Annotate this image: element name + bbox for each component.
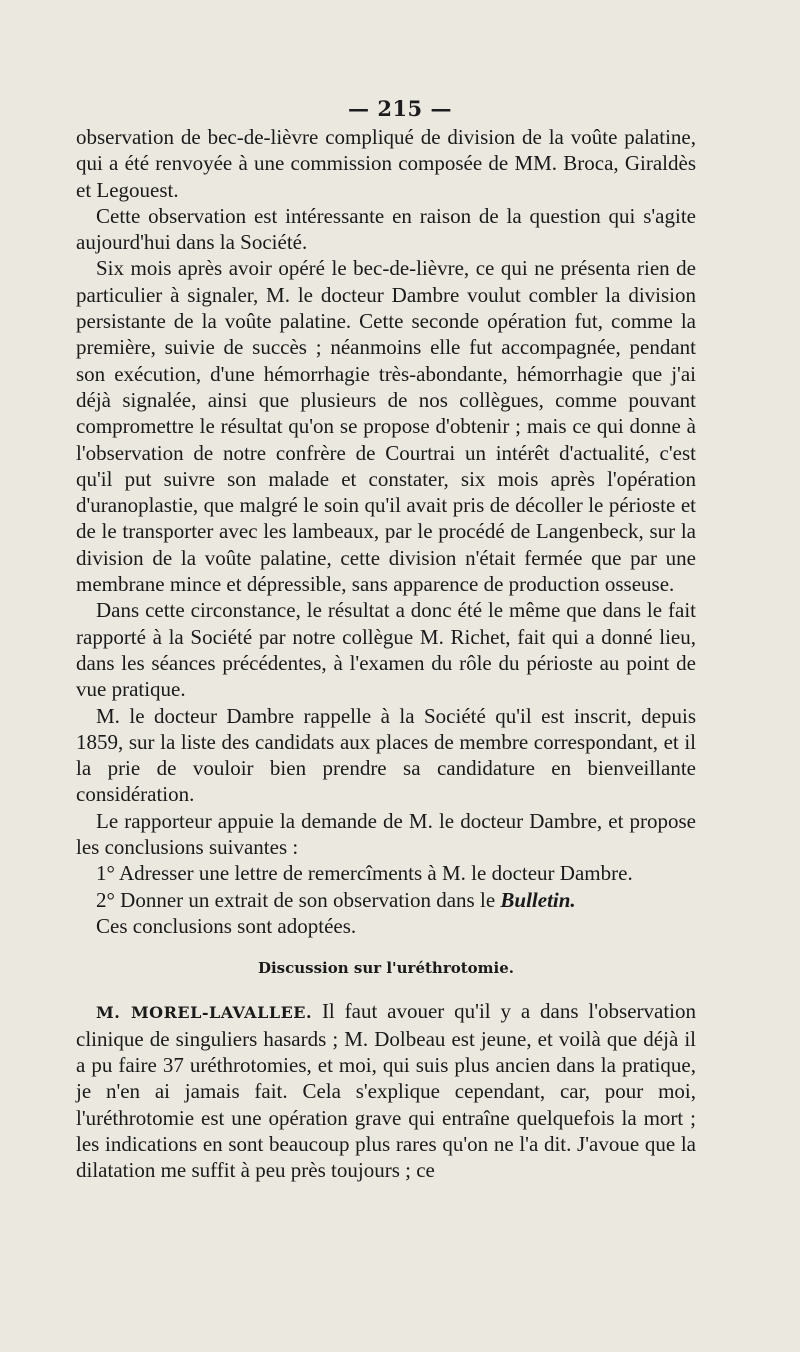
page-number: — 215 — xyxy=(348,96,452,121)
speaker-name: M. MOREL-LAVALLEE. xyxy=(96,1002,313,1022)
speaker-text: Il faut avouer qu'il y a dans l'observation clinique de singuliers hasards ; M. Dolbeau est jeune, et voilà que déjà il a pu faire 37 uréthrotomies, et moi, qui suis plus ancien dans la pratique, je n'en ai jamais fait. Cela s'explique cependant, car, pour moi, l'uréthrotomie est une opération grave qui entraîne quelquefois la mort ; les indications en sont beaucoup plus rares qu'on ne l'a dit. J'avoue que la dilatation me suffit à peu près toujours ; ce xyxy=(76,998,696,1183)
section-heading: Discussion sur l'uréthrotomie. xyxy=(257,959,515,978)
paragraph: M. le docteur Dambre rappelle à la Société qu'il est inscrit, depuis 1859, sur la liste des candidats aux places de membre correspondant, et il la prie de vouloir bien prendre sa candidature en bienveillante considération. xyxy=(76,703,696,807)
bulletin-word: Bulletin. xyxy=(500,887,576,912)
paragraph: Cette observation est intéressante en raison de la question qui s'agite aujourd'hui dans la Société. xyxy=(76,203,696,255)
paragraph: observation de bec-de-lièvre compliqué de division de la voûte palatine, qui a été renvoyée à une commission composée de MM. Broca, Giraldès et Legouest. xyxy=(76,125,696,202)
conclusion-text: 1° Adresser une lettre de remercîments à M. le docteur Dambre. xyxy=(96,861,633,886)
conclusion-item xyxy=(76,887,696,913)
conclusion-text: 2° Donner un extrait de son observation dans le xyxy=(96,887,496,912)
paragraph: Le rapporteur appuie la demande de M. le docteur Dambre, et propose les conclusions suivantes : xyxy=(76,808,696,860)
speaker-paragraph xyxy=(76,998,696,1184)
adopted-line: Ces conclusions sont adoptées. xyxy=(96,913,357,938)
paragraph: Dans cette circonstance, le résultat a donc été le même que dans le fait rapporté à la Société par notre collègue M. Richet, fait qui a donné lieu, dans les séances précédentes, à l'examen du rôle du périoste au point de vue pratique. xyxy=(76,598,696,702)
paragraph: Six mois après avoir opéré le bec-de-lièvre, ce qui ne présenta rien de particulier à signaler, M. le docteur Dambre voulut combler la division persistante de la voûte palatine. Cette seconde opération fut, comme la première, suivie de succès ; néanmoins elle fut accompagnée, pendant son exécution, d'une hémorrhagie très-abondante, hémorrhagie que j'ai déjà signalée, ainsi que plusieurs de nos collègues, comme pouvant compromettre le résultat qu'on se propose d'obtenir ; mais ce qui donne à l'observation de notre confrère de Courtrai un intérêt d'actualité, c'est qu'il put suivre son malade et constater, six mois après l'opération d'uranoplastie, que malgré le soin qu'il avait pris de décoller le périoste et de le transporter avec les lambeaux, par le procédé de Langenbeck, sur la division de la voûte palatine, cette division n'était fermée que par une membrane mince et dépressible, sans apparence de production osseuse. xyxy=(76,256,696,597)
body-text xyxy=(76,124,696,1184)
conclusion-item xyxy=(76,860,696,886)
